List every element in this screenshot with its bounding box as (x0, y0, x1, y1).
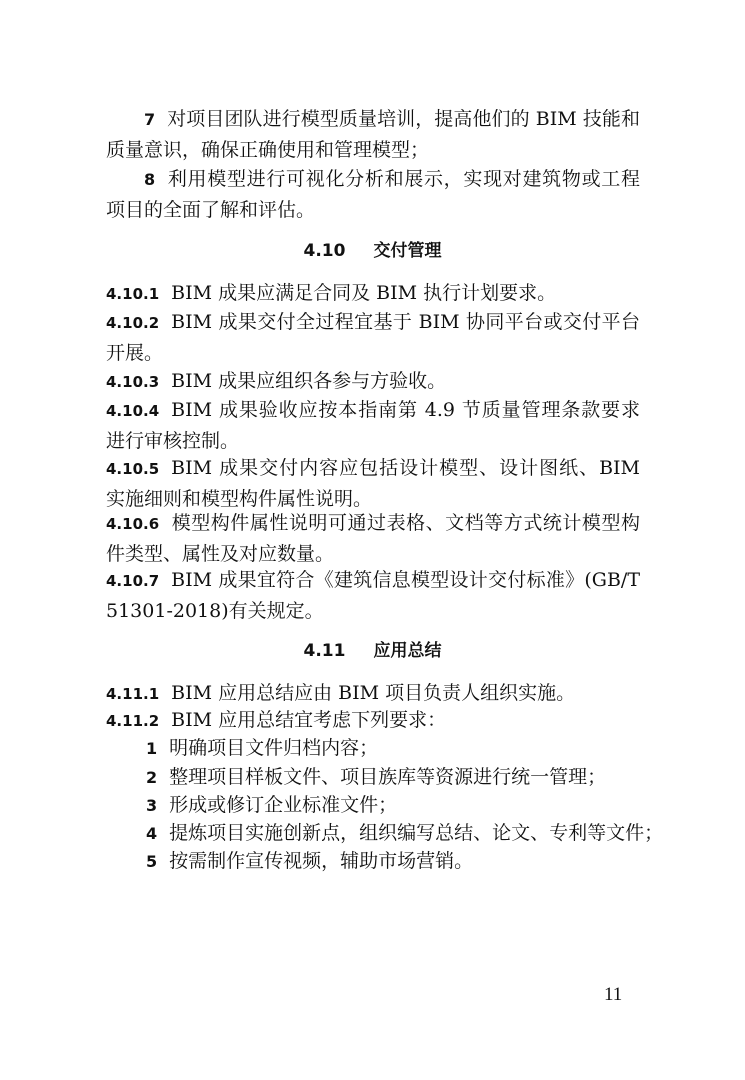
item-number: 1 (146, 739, 158, 758)
page-number: 11 (604, 984, 623, 1005)
clause-4-10-7 (106, 565, 640, 626)
list-item-8 (106, 164, 640, 225)
requirement-item-5 (146, 846, 646, 877)
clause-number: 4.10.3 (106, 373, 160, 391)
clause-text: BIM 成果交付全过程宜基于 BIM 协同平台或交付平台开展。 (106, 311, 640, 364)
section-title: 交付管理 (373, 241, 442, 261)
clause-text: BIM 成果应满足合同及 BIM 执行计划要求。 (171, 282, 557, 304)
clause-4-11-2 (106, 705, 640, 736)
clause-text: BIM 成果交付内容应包括设计模型、设计图纸、BIM 实施细则和模型构件属性说明。 (106, 457, 640, 510)
clause-4-10-2 (106, 307, 640, 368)
clause-text: BIM 成果应组织各参与方验收。 (171, 370, 447, 392)
item-text: 整理项目样板文件、项目族库等资源进行统一管理； (169, 766, 607, 788)
item-text: 提炼项目实施创新点，组织编写总结、论文、专利等文件； (169, 822, 664, 844)
requirement-item-1 (146, 733, 646, 764)
clause-number: 4.10.4 (106, 402, 160, 420)
list-item-7 (106, 104, 640, 165)
section-number: 4.11 (303, 641, 346, 661)
requirement-item-3 (146, 790, 646, 821)
clause-4-10-3 (106, 366, 640, 397)
clause-4-10-6 (106, 508, 640, 569)
item-number: 8 (144, 170, 156, 189)
clause-4-10-4 (106, 395, 640, 456)
clause-text: BIM 应用总结应由 BIM 项目负责人组织实施。 (171, 682, 576, 704)
clause-text: BIM 成果验收应按本指南第 4.9 节质量管理条款要求进行审核控制。 (106, 399, 640, 452)
section-heading-4-10 (0, 236, 745, 261)
item-text: 形成或修订企业标准文件； (169, 794, 398, 816)
requirement-item-4 (146, 818, 664, 849)
item-number: 2 (146, 768, 158, 787)
item-text: 明确项目文件归档内容； (169, 737, 379, 759)
clause-number: 4.10.7 (106, 572, 160, 590)
clause-text: BIM 成果宜符合《建筑信息模型设计交付标准》(GB/T 51301-2018)有关规定。 (106, 569, 640, 622)
clause-number: 4.11.2 (106, 712, 160, 730)
item-text: 对项目团队进行模型质量培训，提高他们的 BIM 技能和质量意识，确保正确使用和管理模型； (106, 108, 640, 161)
item-number: 5 (146, 852, 158, 871)
clause-4-10-1 (106, 278, 640, 309)
clause-number: 4.10.5 (106, 460, 160, 478)
clause-text: 模型构件属性说明可通过表格、文档等方式统计模型构件类型、属性及对应数量。 (106, 512, 640, 565)
clause-text: BIM 应用总结宜考虑下列要求： (171, 709, 447, 731)
section-heading-4-11 (0, 636, 745, 661)
clause-number: 4.10.1 (106, 285, 160, 303)
item-number: 3 (146, 796, 158, 815)
section-number: 4.10 (303, 241, 346, 261)
section-title: 应用总结 (373, 641, 442, 661)
item-number: 4 (146, 824, 158, 843)
requirement-item-2 (146, 762, 646, 793)
item-number: 7 (144, 110, 156, 129)
clause-number: 4.11.1 (106, 685, 160, 703)
clause-4-10-5 (106, 453, 640, 514)
clause-number: 4.10.6 (106, 515, 160, 533)
clause-number: 4.10.2 (106, 314, 160, 332)
item-text: 利用模型进行可视化分析和展示，实现对建筑物或工程项目的全面了解和评估。 (106, 168, 640, 221)
item-text: 按需制作宣传视频，辅助市场营销。 (169, 850, 474, 872)
